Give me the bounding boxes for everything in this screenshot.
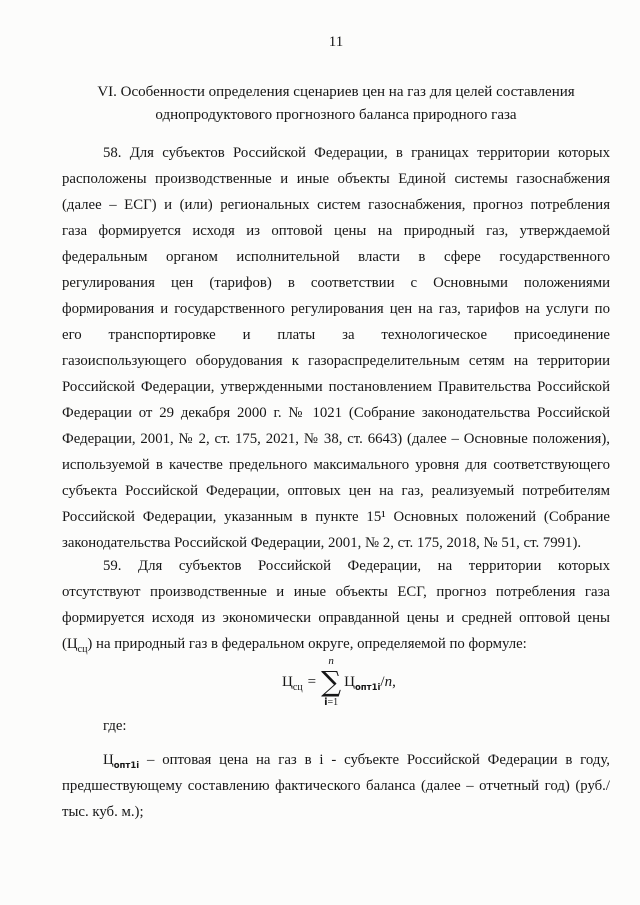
- paragraph-line: отсутствуют производственные и иные объекты ЕСГ, прогноз потребления газа: [62, 584, 610, 600]
- paragraph-line: предшествующему составлению фактического баланса (далее – отчетный год) (руб./: [62, 778, 610, 794]
- price-subscript: сц: [77, 644, 88, 655]
- sum-upper-limit: n: [328, 654, 334, 667]
- formula-term: $Ц_{опт1i}$: [344, 673, 381, 693]
- heading-line: однопродуктового прогнозного баланса природного газа: [155, 107, 517, 123]
- paragraph-line: Федерации от 29 декабря 2000 г. № 1021 (Собрание законодательства Российской: [62, 405, 610, 421]
- paragraph-line: расположены производственные и иные объекты Единой системы газоснабжения: [62, 171, 610, 187]
- section-heading: [62, 81, 610, 127]
- paragraph-line: газа формируется исходя из оптовой цены на природный газ, утверждаемой: [62, 223, 610, 239]
- sigma-icon: ∑: [321, 664, 342, 698]
- paragraph-line: 58. Для субъектов Российской Федерации, в границах территории которых: [103, 145, 610, 161]
- paragraph-line: [62, 747, 610, 773]
- paragraph-line: газоиспользующего оборудования к газораспределительным сетям на территории: [62, 353, 610, 369]
- paragraph-59: [62, 553, 610, 657]
- price-symbol: (Ц: [62, 636, 78, 652]
- paragraph-line: федеральным органом исполнительной власти в сфере государственного: [62, 249, 610, 265]
- paragraph-line: используемой в качестве предельного максимального уровня для соответствующего: [62, 457, 610, 473]
- paragraph-line: его транспортировке и платы за технологическое присоединение: [62, 327, 610, 343]
- paragraph-line: Российской Федерации, утвержденными постановлением Правительства Российской: [62, 379, 610, 395]
- sum-lower-limit: i=1: [324, 696, 339, 708]
- line-text: – оптовая цена на газ в i - субъекте Российской Федерации в году,: [139, 752, 610, 768]
- paragraph-line: субъекта Российской Федерации, оптовых цен на газ, реализуемый потребителям: [62, 483, 610, 499]
- where-label: где:: [103, 718, 127, 734]
- formula-term-subscript: опт1i: [354, 682, 381, 693]
- paragraph-line: (далее – ЕСГ) и (или) региональных систем газоснабжения, прогноз потребления: [62, 197, 610, 213]
- definition-symbol: Ц: [103, 752, 114, 768]
- paragraph-line: регулирования цен (тарифов) в соответствии с Основными положениями: [62, 275, 610, 291]
- definition-subscript: опт1i: [113, 761, 140, 771]
- paragraph-line: формируется исходя из экономически оправданной цены и средней оптовой цены: [62, 610, 610, 626]
- paragraph-line: 59. Для субъектов Российской Федерации, на территории которых: [103, 558, 610, 574]
- paragraph-line: тыс. куб. м.);: [62, 804, 144, 820]
- heading-line: VI. Особенности определения сценариев цен на газ для целей составления: [97, 84, 575, 100]
- line-text: ) на природный газ в федеральном округе, определяемой по формуле:: [87, 636, 527, 652]
- paragraph-58: [62, 140, 610, 556]
- definition-paragraph: [62, 747, 610, 825]
- average-price-formula: [282, 650, 396, 714]
- formula-lhs-subscript: сц: [292, 681, 303, 693]
- equals-sign: =: [307, 673, 317, 690]
- paragraph-line: Федерации, 2001, № 2, ст. 175, 2021, № 38, ст. 6643) (далее – Основные положения),: [62, 431, 610, 447]
- summation: [321, 655, 341, 710]
- paragraph-line: Российской Федерации, указанным в пункте 15¹ Основных положений (Собрание: [62, 509, 610, 525]
- page-number: 11: [328, 34, 344, 50]
- formula-divisor: /n,: [380, 673, 396, 690]
- formula-lhs: $Ц_{сц}$: [282, 673, 303, 693]
- paragraph-line: формирования и государственного регулирования цен на газ, тарифов на услуги по: [62, 301, 610, 317]
- paragraph-line: законодательства Российской Федерации, 2001, № 2, ст. 175, 2018, № 51, ст. 7991).: [62, 535, 582, 551]
